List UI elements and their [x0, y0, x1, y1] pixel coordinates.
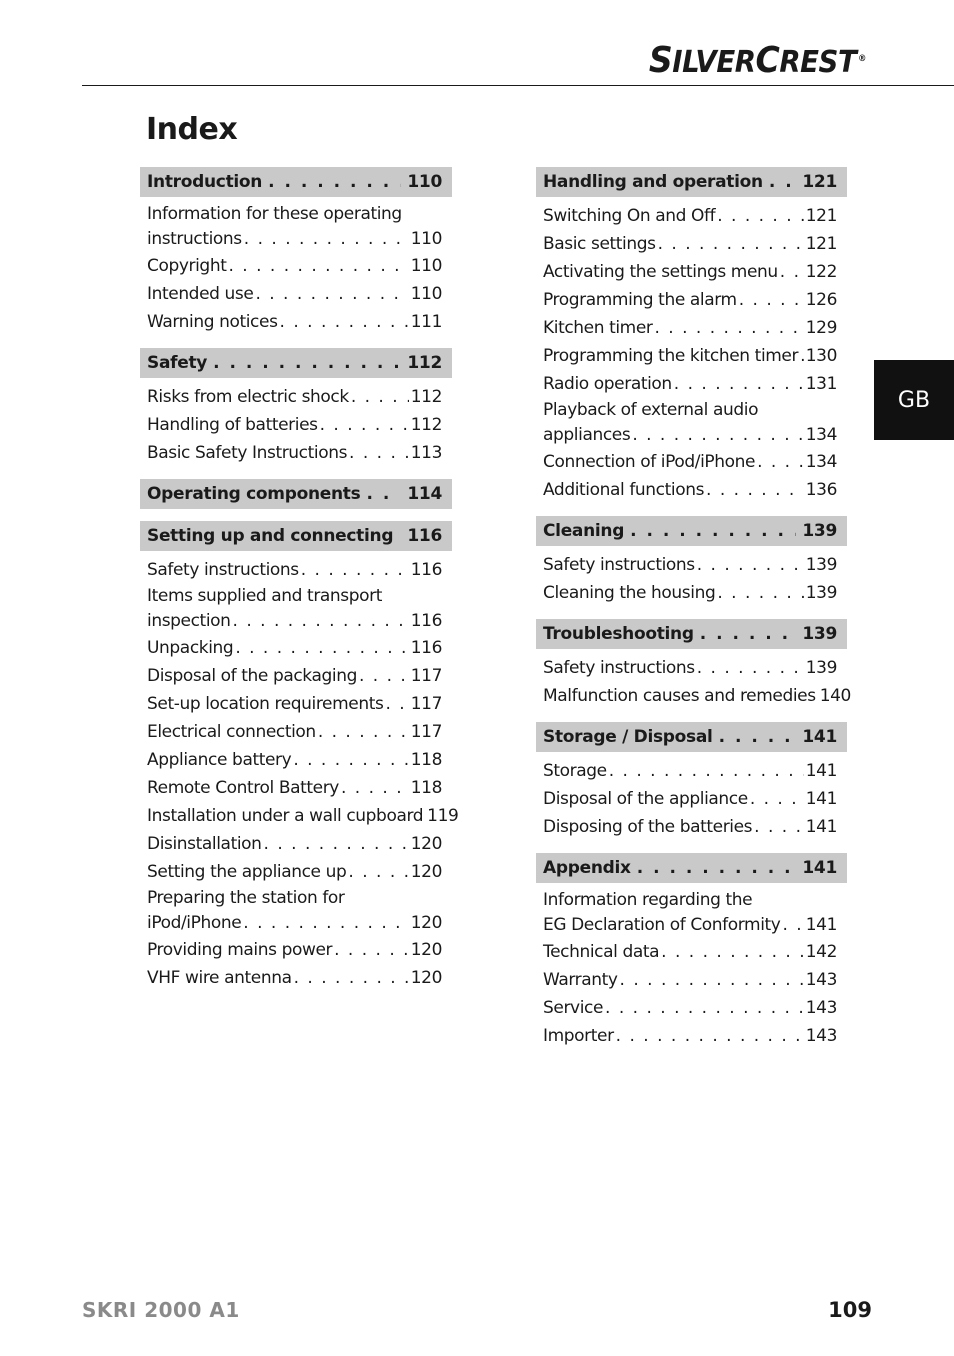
section-heading-page: 116	[407, 526, 442, 546]
toc-entry-page: 143	[805, 970, 837, 990]
toc-entry[interactable]	[140, 690, 452, 718]
section-heading-title: Appendix	[543, 858, 631, 878]
toc-entry[interactable]	[536, 286, 847, 314]
section-heading-page: 139	[802, 521, 837, 541]
leader-dots	[280, 308, 409, 336]
toc-entry[interactable]	[536, 813, 847, 841]
leader-dots	[717, 202, 804, 230]
toc-entry-page: 116	[410, 560, 442, 580]
toc-entry-title: Appliance battery	[147, 750, 292, 770]
leader-dots	[228, 252, 408, 280]
toc-entry-title: iPod/iPhone	[147, 913, 242, 933]
leader-dots	[366, 484, 401, 504]
toc-entry-title: Service	[543, 998, 604, 1018]
footer-model: SKRI 2000 A1	[82, 1298, 240, 1322]
toc-entry-title: VHF wire antenna	[147, 968, 292, 988]
toc-entry[interactable]	[536, 342, 847, 370]
toc-entry-title: Additional functions	[543, 480, 705, 500]
leader-dots	[632, 423, 803, 448]
toc-entry-page: 116	[410, 611, 442, 631]
toc-entry-page: 143	[805, 1026, 837, 1046]
toc-section	[536, 167, 847, 504]
toc-entry[interactable]	[536, 938, 847, 966]
toc-entry-page: 113	[410, 443, 442, 463]
toc-entry-page: 141	[805, 789, 837, 809]
toc-entry[interactable]	[536, 994, 847, 1022]
section-heading-page: 141	[802, 727, 837, 747]
toc-entry[interactable]	[140, 280, 452, 308]
silvercrest-logo: SILVERCREST ®	[648, 40, 866, 81]
toc-entry[interactable]	[140, 964, 452, 992]
toc-entry-row	[147, 609, 442, 634]
toc-entry-page: 141	[805, 761, 837, 781]
section-heading-title: Storage / Disposal	[543, 727, 713, 747]
toc-entry[interactable]	[536, 579, 847, 607]
leader-dots	[739, 286, 804, 314]
section-heading-title: Safety	[147, 353, 208, 373]
toc-entry[interactable]	[536, 966, 847, 994]
toc-entry-title: Set-up location requirements	[147, 694, 384, 714]
toc-entry-page: 130	[805, 346, 837, 366]
leader-dots	[780, 258, 804, 286]
toc-entry[interactable]	[140, 802, 459, 830]
toc-entry[interactable]	[536, 785, 847, 813]
section-heading-title: Operating components	[147, 484, 361, 504]
section-heading-page: 112	[407, 353, 442, 373]
toc-entry-page: 121	[805, 206, 837, 226]
leader-dots	[661, 938, 804, 966]
leader-dots	[717, 579, 803, 607]
leader-dots	[757, 448, 804, 476]
toc-entry-page: 111	[410, 312, 442, 332]
toc-entry[interactable]	[140, 746, 452, 774]
leader-dots	[706, 476, 804, 504]
toc-entry-page: 120	[410, 862, 442, 882]
toc-entry[interactable]	[536, 314, 847, 342]
toc-entry-page: 112	[410, 415, 442, 435]
toc-entry-title: Risks from electric shock	[147, 387, 349, 407]
leader-dots	[349, 439, 409, 467]
toc-entry-title: Storage	[543, 761, 607, 781]
section-heading[interactable]	[536, 516, 847, 546]
toc-section	[140, 167, 452, 336]
leader-dots	[351, 383, 409, 411]
leader-dots	[754, 813, 804, 841]
section-heading-page: 141	[802, 858, 837, 878]
leader-dots	[605, 994, 804, 1022]
leader-dots	[750, 785, 804, 813]
section-heading-title: Troubleshooting	[543, 624, 694, 644]
leader-dots	[697, 551, 804, 579]
toc-entry-page: 143	[805, 998, 837, 1018]
section-heading-page: 114	[407, 484, 442, 504]
toc-entry-page: 126	[805, 290, 837, 310]
leader-dots	[293, 746, 408, 774]
leader-dots	[359, 662, 409, 690]
leader-dots	[700, 624, 797, 644]
toc-entry-page: 117	[410, 694, 442, 714]
leader-dots	[616, 1022, 804, 1050]
toc-entry[interactable]	[140, 774, 452, 802]
toc-entry-title: Basic Safety Instructions	[147, 443, 348, 463]
section-heading-title: Cleaning	[543, 521, 625, 541]
leader-dots	[334, 936, 409, 964]
leader-dots	[255, 280, 408, 308]
toc-entry-page: 134	[805, 452, 837, 472]
toc-entry-title: Intended use	[147, 284, 254, 304]
toc-entry-page: 116	[410, 638, 442, 658]
leader-dots	[769, 172, 797, 192]
toc-entry-title: Cleaning the housing	[543, 583, 716, 603]
toc-entry[interactable]	[536, 757, 847, 785]
toc-entry-page: 134	[805, 425, 837, 445]
toc-entry-title: Disposal of the appliance	[543, 789, 748, 809]
section-heading-title: Setting up and connecting	[147, 526, 394, 546]
toc-section	[140, 348, 452, 467]
toc-entry-title: Programming the alarm	[543, 290, 737, 310]
leader-dots	[318, 718, 409, 746]
leader-dots	[320, 411, 409, 439]
toc-entry[interactable]	[536, 370, 847, 398]
section-heading[interactable]	[140, 521, 452, 551]
toc-entry-page: 119	[427, 806, 459, 826]
section-heading[interactable]	[536, 722, 847, 752]
toc-entry-title: Switching On and Off	[543, 206, 716, 226]
toc-entry-page: 121	[805, 234, 837, 254]
footer-page-number: 109	[828, 1298, 872, 1322]
toc-entry[interactable]	[140, 830, 452, 858]
toc-entry[interactable]	[536, 1022, 847, 1050]
toc-entry-page: 122	[805, 262, 837, 282]
section-heading-page: 121	[802, 172, 837, 192]
section-heading-page: 110	[407, 172, 442, 192]
leader-dots	[268, 172, 401, 192]
leader-dots	[674, 370, 804, 398]
leader-dots	[235, 634, 408, 662]
leader-dots	[782, 913, 803, 938]
toc-entry[interactable]	[140, 308, 452, 336]
toc-entry[interactable]	[536, 230, 847, 258]
toc-entry-page: 139	[805, 555, 837, 575]
toc-entry-page: 141	[805, 915, 837, 935]
toc-entry[interactable]	[140, 936, 452, 964]
toc-entry-page: 112	[410, 387, 442, 407]
toc-entry-page: 129	[805, 318, 837, 338]
toc-entry-page: 142	[805, 942, 837, 962]
toc-entry[interactable]	[140, 439, 452, 467]
toc-entry[interactable]	[140, 252, 452, 280]
toc-entry-page: 117	[410, 666, 442, 686]
section-heading[interactable]	[536, 619, 847, 649]
toc-entry[interactable]	[536, 202, 847, 230]
toc-entry-title: Unpacking	[147, 638, 234, 658]
toc-entry[interactable]	[536, 398, 847, 448]
toc-entry-title: Disposing of the batteries	[543, 817, 753, 837]
toc-entry-title: Installation under a wall cupboard	[147, 806, 424, 826]
toc-entry-page: 140	[819, 686, 851, 706]
toc-entry-row	[147, 227, 442, 252]
toc-entry-page: 136	[805, 480, 837, 500]
leader-dots	[294, 964, 409, 992]
toc-entry-title: Copyright	[147, 256, 227, 276]
toc-entry[interactable]	[536, 551, 847, 579]
toc-right-column	[536, 167, 851, 1062]
leader-dots	[243, 911, 408, 936]
toc-section	[536, 619, 851, 710]
toc-entry-title-line1: Playback of external audio	[543, 400, 759, 420]
toc-entry-page: 141	[805, 817, 837, 837]
leader-dots	[213, 353, 401, 373]
language-tab	[874, 360, 954, 440]
toc-left-column	[140, 167, 459, 1004]
toc-section	[536, 516, 847, 607]
toc-section	[140, 521, 459, 992]
toc-entry[interactable]	[536, 448, 847, 476]
toc-entry[interactable]	[140, 718, 452, 746]
toc-entry-title: Malfunction causes and remedies	[543, 686, 816, 706]
toc-entry-title: Disinstallation	[147, 834, 262, 854]
toc-entry-title: EG Declaration of Conformity	[543, 915, 781, 935]
toc-entry-page: 118	[410, 778, 442, 798]
page-title: Index	[146, 112, 238, 147]
toc-entry[interactable]	[140, 202, 452, 252]
section-heading[interactable]	[140, 167, 452, 197]
toc-entry-title: Providing mains power	[147, 940, 333, 960]
toc-entry-title-line1: Information for these operating	[147, 204, 402, 224]
toc-entry-row	[543, 423, 837, 448]
leader-dots	[655, 314, 804, 342]
leader-dots	[399, 526, 401, 546]
toc-entry-title-line1: Preparing the station for	[147, 888, 345, 908]
toc-entry-title: Safety instructions	[543, 555, 695, 575]
toc-entry-title: Remote Control Battery	[147, 778, 339, 798]
section-heading-title: Handling and operation	[543, 172, 763, 192]
toc-entry-title: Basic settings	[543, 234, 656, 254]
toc-entry-page: 117	[410, 722, 442, 742]
section-heading[interactable]	[536, 853, 847, 883]
toc-entry-title: Kitchen timer	[543, 318, 653, 338]
toc-entry-page: 110	[410, 284, 442, 304]
section-heading[interactable]	[140, 348, 452, 378]
leader-dots	[658, 230, 804, 258]
toc-entry-title: inspection	[147, 611, 231, 631]
toc-entry-row	[147, 911, 442, 936]
toc-section	[140, 479, 452, 509]
toc-entry[interactable]	[536, 682, 851, 710]
toc-entry[interactable]	[140, 886, 452, 936]
section-heading-page: 139	[802, 624, 837, 644]
leader-dots	[620, 966, 804, 994]
toc-entry-page: 139	[805, 583, 837, 603]
header-rule	[82, 85, 954, 86]
toc-entry[interactable]	[536, 654, 847, 682]
language-tab-label: GB	[897, 387, 931, 413]
toc-entry-title: Setting the appliance up	[147, 862, 347, 882]
toc-entry-title: Warning notices	[147, 312, 278, 332]
toc-entry[interactable]	[536, 258, 847, 286]
toc-entry[interactable]	[140, 383, 452, 411]
leader-dots	[630, 521, 796, 541]
toc-entry-title: Technical data	[543, 942, 660, 962]
leader-dots	[264, 830, 409, 858]
toc-entry-page: 120	[410, 968, 442, 988]
toc-entry[interactable]	[536, 888, 847, 938]
toc-entry-title: Handling of batteries	[147, 415, 318, 435]
toc-entry[interactable]	[140, 634, 452, 662]
toc-entry-title: Warranty	[543, 970, 618, 990]
toc-entry[interactable]	[140, 858, 452, 886]
toc-entry-title: Electrical connection	[147, 722, 316, 742]
toc-entry-title: Safety instructions	[147, 560, 299, 580]
leader-dots	[385, 690, 408, 718]
toc-entry-title-line1: Items supplied and transport	[147, 586, 383, 606]
leader-dots	[609, 757, 804, 785]
leader-dots	[719, 727, 797, 747]
leader-dots	[800, 342, 804, 370]
toc-entry[interactable]	[536, 476, 847, 504]
toc-entry[interactable]	[140, 584, 452, 634]
section-heading[interactable]	[140, 479, 452, 509]
toc-entry-page: 110	[410, 256, 442, 276]
toc-entry-page: 139	[805, 658, 837, 678]
leader-dots	[301, 556, 409, 584]
toc-entry-title-line1: Information regarding the	[543, 890, 753, 910]
section-heading-title: Introduction	[147, 172, 263, 192]
toc-section	[536, 722, 847, 841]
leader-dots	[244, 227, 409, 252]
toc-entry-title: Radio operation	[543, 374, 672, 394]
toc-entry-row	[543, 913, 837, 938]
toc-entry-title: Connection of iPod/iPhone	[543, 452, 756, 472]
toc-entry[interactable]	[140, 556, 452, 584]
leader-dots	[637, 858, 797, 878]
toc-entry-title: instructions	[147, 229, 242, 249]
leader-dots	[341, 774, 409, 802]
toc-entry[interactable]	[140, 411, 452, 439]
toc-entry-page: 120	[410, 913, 442, 933]
toc-entry-title: Activating the settings menu	[543, 262, 778, 282]
toc-entry-title: appliances	[543, 425, 631, 445]
toc-entry-title: Programming the kitchen timer	[543, 346, 799, 366]
section-heading[interactable]	[536, 167, 847, 197]
toc-entry[interactable]	[140, 662, 452, 690]
toc-section	[536, 853, 847, 1050]
leader-dots	[233, 609, 409, 634]
leader-dots	[348, 858, 408, 886]
toc-entry-title: Importer	[543, 1026, 614, 1046]
leader-dots	[697, 654, 804, 682]
toc-entry-page: 118	[410, 750, 442, 770]
toc-entry-page: 110	[410, 229, 442, 249]
toc-entry-title: Disposal of the packaging	[147, 666, 357, 686]
toc-entry-page: 120	[410, 940, 442, 960]
toc-entry-page: 131	[805, 374, 837, 394]
toc-entry-page: 120	[410, 834, 442, 854]
toc-entry-title: Safety instructions	[543, 658, 695, 678]
